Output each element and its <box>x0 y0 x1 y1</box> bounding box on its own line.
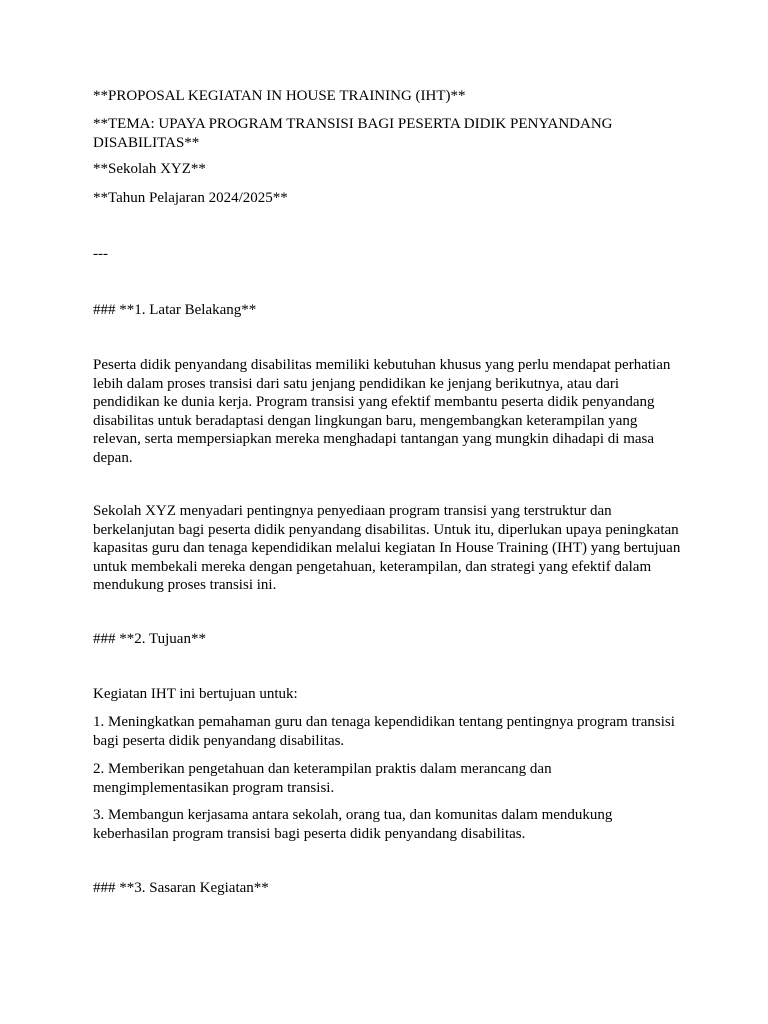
document-theme: **TEMA: UPAYA PROGRAM TRANSISI BAGI PESERTA DIDIK PENYANDANG DISABILITAS** <box>93 116 613 151</box>
goal-item-3: 3. Membangun kerjasama antara sekolah, orang tua, dan komunitas dalam mendukung keberhasilan program transisi bagi peserta didik penyandang disabilitas. <box>93 807 613 842</box>
section-separator: --- <box>93 246 108 262</box>
school-name: **Sekolah XYZ** <box>93 161 206 177</box>
heading-background: ### **1. Latar Belakang** <box>93 302 257 318</box>
heading-goals: ### **2. Tujuan** <box>93 631 206 647</box>
heading-targets: ### **3. Sasaran Kegiatan** <box>93 880 269 896</box>
goal-item-2: 2. Memberikan pengetahuan dan keterampilan praktis dalam merancang dan mengimplementasikan program transisi. <box>93 761 552 796</box>
document-title: **PROPOSAL KEGIATAN IN HOUSE TRAINING (IHT)** <box>93 88 466 104</box>
background-paragraph-1: Peserta didik penyandang disabilitas memiliki kebutuhan khusus yang perlu mendapat perhatian lebih dalam proses transisi dari satu jenjang pendidikan ke jenjang berikutnya, atau dari pendidikan ke dunia kerja. Program transisi yang efektif membantu peserta didik penyandang disabilitas untuk beradaptasi dengan lingkungan baru, mengembangkan keterampilan yang relevan, serta mempersiapkan mereka menghadapi tantangan yang mungkin dihadapi di masa depan. <box>93 357 671 466</box>
background-paragraph-2: Sekolah XYZ menyadari pentingnya penyediaan program transisi yang terstruktur dan berkelanjutan bagi peserta didik penyandang disabilitas. Untuk itu, diperlukan upaya peningkatan kapasitas guru dan tenaga kependidikan melalui kegiatan In House Training (IHT) yang bertujuan untuk membekali mereka dengan pengetahuan, keterampilan, dan strategi yang efektif dalam mendukung proses transisi ini. <box>93 503 681 593</box>
goals-intro: Kegiatan IHT ini bertujuan untuk: <box>93 686 298 702</box>
goal-item-1: 1. Meningkatkan pemahaman guru dan tenaga kependidikan tentang pentingnya program transisi bagi peserta didik penyandang disabilitas. <box>93 714 675 749</box>
academic-year: **Tahun Pelajaran 2024/2025** <box>93 190 288 206</box>
